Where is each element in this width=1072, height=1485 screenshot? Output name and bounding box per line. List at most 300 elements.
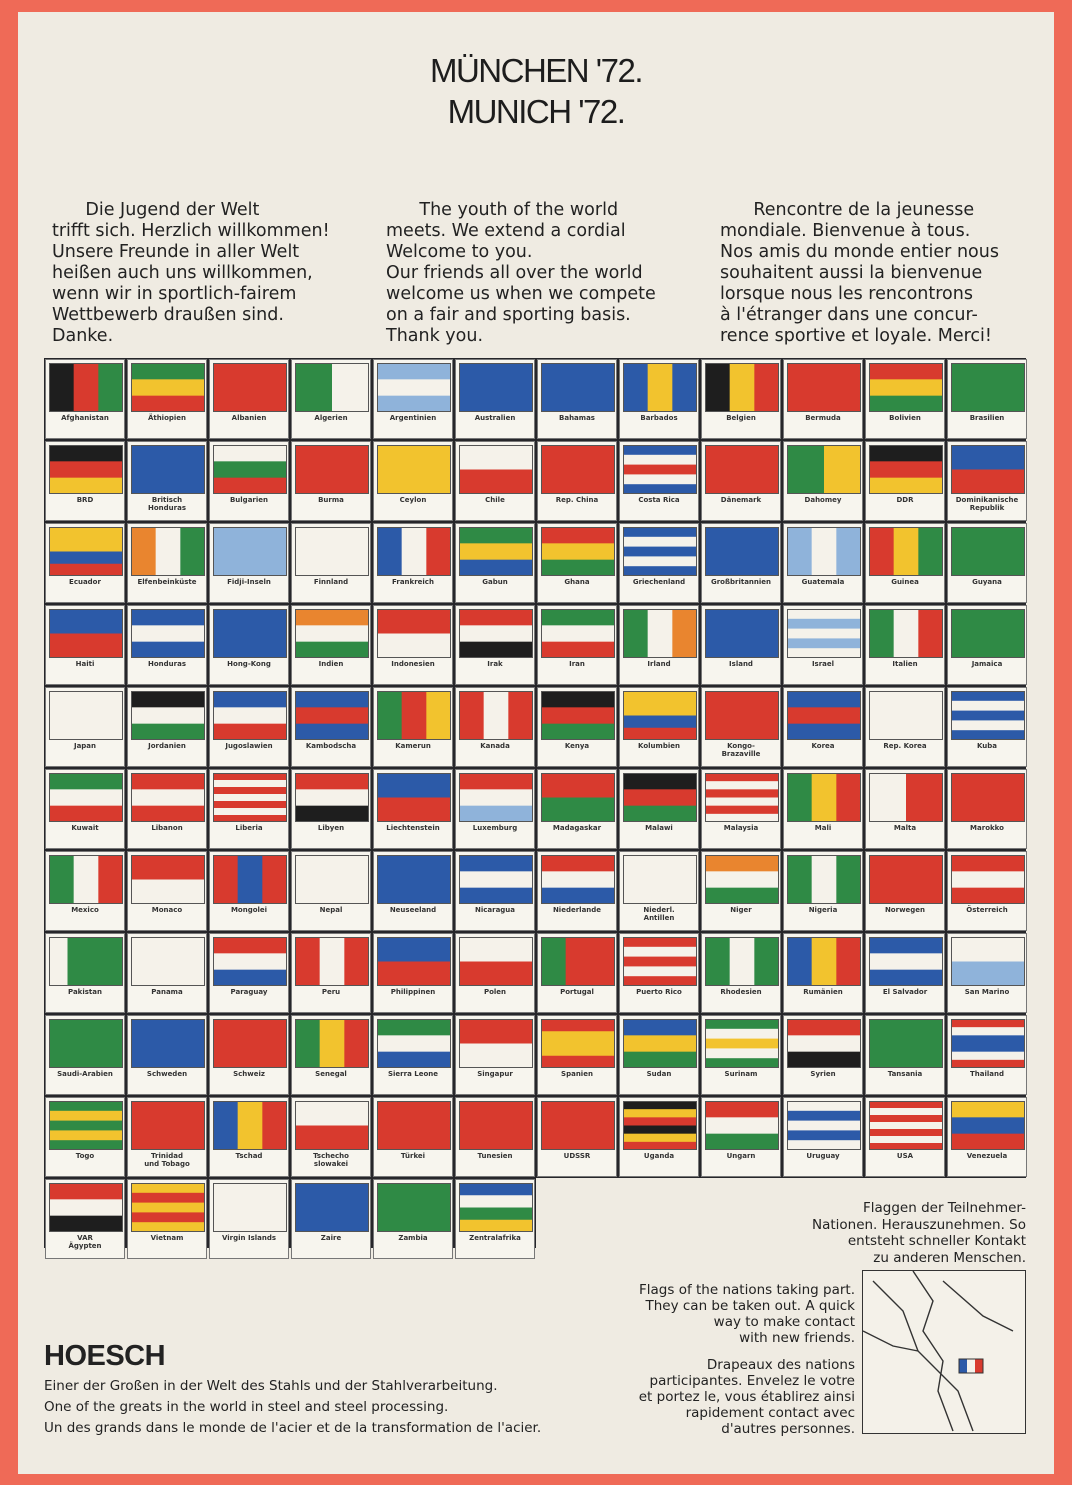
flag-icon xyxy=(459,855,533,904)
flag-card xyxy=(947,851,1027,931)
flag-icon xyxy=(131,691,205,740)
note-english: Flags of the nations taking part. They can be taken out. A quick way to make contact with new friends. xyxy=(639,1282,855,1346)
flag-icon xyxy=(213,609,287,658)
flag-caption: Guyana xyxy=(972,578,1002,586)
flag-card xyxy=(373,687,453,767)
flag-icon xyxy=(49,937,123,986)
flag-caption: Äthiopien xyxy=(147,414,187,422)
flag-caption: Singapur xyxy=(477,1070,513,1078)
flag-caption: Vietnam xyxy=(150,1234,184,1242)
flag-caption: Bermuda xyxy=(805,414,841,422)
flag-card xyxy=(45,605,125,685)
flag-caption: Saudi-Arabien xyxy=(57,1070,113,1078)
flag-icon xyxy=(787,1101,861,1150)
flag-card xyxy=(45,1015,125,1095)
flag-card xyxy=(127,1015,207,1095)
flag-caption: Indonesien xyxy=(391,660,435,668)
flag-icon xyxy=(459,609,533,658)
flag-icon xyxy=(295,1183,369,1232)
flag-caption: Malawi xyxy=(645,824,673,832)
flag-card xyxy=(947,605,1027,685)
flag-icon xyxy=(705,527,779,576)
flag-caption: Dominikanische Republik xyxy=(955,496,1019,512)
flag-caption: Honduras xyxy=(148,660,186,668)
flag-caption: Island xyxy=(729,660,753,668)
flag-icon xyxy=(541,527,615,576)
intro-english: The youth of the world meets. We extend a cordial Welcome to you. Our friends all over the world welcome us when we compete on a fair and sporting basis. Thank you. xyxy=(386,200,656,346)
flag-caption: Tschad xyxy=(235,1152,263,1160)
flag-icon xyxy=(213,855,287,904)
flag-icon xyxy=(49,1019,123,1068)
flag-card xyxy=(127,359,207,439)
flag-caption: Sudan xyxy=(646,1070,672,1078)
flag-caption: Surinam xyxy=(724,1070,758,1078)
flag-card xyxy=(291,359,371,439)
flag-card xyxy=(455,851,535,931)
flag-icon xyxy=(49,773,123,822)
flag-caption: Ceylon xyxy=(399,496,427,504)
tagline-english: One of the greats in the world in steel and steel processing. xyxy=(44,1399,449,1415)
intro-french: Rencontre de la jeunesse mondiale. Bienvenue à tous. Nos amis du monde entier nous souhaitent aussi la bienvenue lorsque nous les rencontrons à l'étranger dans une concur- rence sportive et loyale. Merci! xyxy=(720,200,999,346)
flag-card xyxy=(947,933,1027,1013)
flag-icon xyxy=(377,1183,451,1232)
flag-card xyxy=(865,687,945,767)
flag-caption: Syrien xyxy=(810,1070,836,1078)
flag-card xyxy=(45,1179,125,1259)
flag-card xyxy=(373,1015,453,1095)
flag-card xyxy=(619,605,699,685)
flag-caption: USA xyxy=(896,1152,914,1160)
flag-caption: Irak xyxy=(487,660,503,668)
flag-caption: Gabun xyxy=(482,578,508,586)
flag-grid xyxy=(44,358,1026,1248)
flag-caption: Marokko xyxy=(970,824,1004,832)
flag-icon xyxy=(459,363,533,412)
flag-caption: Rep. Korea xyxy=(883,742,927,750)
flag-icon xyxy=(705,1101,779,1150)
note-french: Drapeaux des nations participantes. Envelez le votre et portez le, vous établirez ainsi rapidement contact avec d'autres personnes. xyxy=(638,1357,855,1437)
flag-caption: Polen xyxy=(483,988,507,996)
flag-card xyxy=(455,687,535,767)
flag-caption: Japan xyxy=(73,742,97,750)
flag-card xyxy=(701,769,781,849)
flag-caption: Togo xyxy=(75,1152,95,1160)
flag-card xyxy=(291,1015,371,1095)
flag-caption: Venezuela xyxy=(966,1152,1008,1160)
flag-icon xyxy=(131,937,205,986)
flag-card xyxy=(701,359,781,439)
flag-icon xyxy=(787,855,861,904)
title-line-1: MÜNCHEN '72. xyxy=(429,52,642,89)
flag-card xyxy=(373,1179,453,1259)
flag-caption: Thailand xyxy=(970,1070,1004,1078)
flag-caption: Italien xyxy=(892,660,918,668)
flag-caption: Kolumbien xyxy=(638,742,680,750)
flag-icon xyxy=(869,773,943,822)
flag-icon xyxy=(49,527,123,576)
flag-caption: Mongolei xyxy=(230,906,268,914)
flag-card xyxy=(127,441,207,521)
flag-icon xyxy=(541,1019,615,1068)
flag-caption: Pakistan xyxy=(68,988,102,996)
flag-caption: San Marino xyxy=(964,988,1010,996)
note-german: Flaggen der Teilnehmer- Nationen. Herauszunehmen. So entsteht schneller Kontakt zu anderen Menschen. xyxy=(811,1200,1026,1266)
flag-icon xyxy=(869,691,943,740)
flag-caption: Zentralafrika xyxy=(469,1234,521,1242)
flag-icon xyxy=(869,609,943,658)
map-illustration-icon xyxy=(862,1270,1026,1434)
flag-card xyxy=(865,1097,945,1177)
flag-caption: Luxemburg xyxy=(472,824,518,832)
flag-icon xyxy=(705,691,779,740)
flag-caption: Portugal xyxy=(560,988,594,996)
flag-icon xyxy=(131,1019,205,1068)
flag-caption: Nicaragua xyxy=(474,906,516,914)
flag-caption: Libyen xyxy=(317,824,345,832)
flag-icon xyxy=(377,1019,451,1068)
flag-card xyxy=(701,687,781,767)
flag-icon xyxy=(951,1019,1025,1068)
flag-icon xyxy=(705,445,779,494)
title-line-2: MUNICH '72. xyxy=(447,93,625,130)
flag-icon xyxy=(541,609,615,658)
flag-card xyxy=(291,933,371,1013)
flag-card xyxy=(455,1179,535,1259)
flag-caption: UDSSR xyxy=(563,1152,591,1160)
flag-icon xyxy=(787,363,861,412)
flag-card xyxy=(783,687,863,767)
flag-caption: Mali xyxy=(814,824,832,832)
flag-card xyxy=(783,1015,863,1095)
flag-caption: Peru xyxy=(321,988,341,996)
flag-icon xyxy=(541,855,615,904)
flag-caption: Australien xyxy=(474,414,516,422)
flag-icon xyxy=(49,363,123,412)
flag-card xyxy=(537,851,617,931)
flag-caption: Rumänien xyxy=(803,988,843,996)
flag-icon xyxy=(459,445,533,494)
flag-caption: Schweden xyxy=(146,1070,188,1078)
flag-card xyxy=(619,1097,699,1177)
flag-caption: Schweiz xyxy=(233,1070,265,1078)
flag-card xyxy=(701,933,781,1013)
flag-caption: Spanien xyxy=(561,1070,593,1078)
flag-card xyxy=(455,933,535,1013)
flag-caption: Malta xyxy=(893,824,917,832)
flag-caption: Norwegen xyxy=(884,906,926,914)
flag-icon xyxy=(377,609,451,658)
flag-icon xyxy=(951,527,1025,576)
flag-icon xyxy=(541,937,615,986)
flag-card xyxy=(291,769,371,849)
flag-card xyxy=(619,441,699,521)
flag-card xyxy=(537,1097,617,1177)
flag-card xyxy=(209,359,289,439)
flag-caption: Barbados xyxy=(640,414,678,422)
flag-icon xyxy=(49,609,123,658)
flag-card xyxy=(783,605,863,685)
flag-card xyxy=(783,769,863,849)
flag-icon xyxy=(377,855,451,904)
flag-icon xyxy=(459,1183,533,1232)
flag-card xyxy=(127,769,207,849)
flag-card xyxy=(127,1097,207,1177)
flag-icon xyxy=(131,1183,205,1232)
flag-caption: Dahomey xyxy=(804,496,842,504)
flag-card xyxy=(619,769,699,849)
flag-card xyxy=(373,523,453,603)
flag-icon xyxy=(213,527,287,576)
flag-caption: Griechenland xyxy=(632,578,686,586)
flag-card xyxy=(373,851,453,931)
flag-icon xyxy=(49,445,123,494)
flag-card xyxy=(373,1097,453,1177)
flag-icon xyxy=(131,445,205,494)
flag-caption: VAR Ägypten xyxy=(68,1234,102,1250)
flag-icon xyxy=(377,773,451,822)
flag-caption: Uganda xyxy=(643,1152,675,1160)
flag-caption: Kongo- Brazaville xyxy=(721,742,761,758)
flag-icon xyxy=(623,1101,697,1150)
flag-card xyxy=(45,933,125,1013)
flag-card xyxy=(209,1179,289,1259)
flag-icon xyxy=(459,1101,533,1150)
flag-card xyxy=(701,1097,781,1177)
flag-card xyxy=(865,523,945,603)
flag-caption: Senegal xyxy=(315,1070,347,1078)
flag-card xyxy=(865,359,945,439)
flag-icon xyxy=(213,773,287,822)
flag-card xyxy=(537,441,617,521)
flag-icon xyxy=(705,363,779,412)
flag-icon xyxy=(131,1101,205,1150)
flag-icon xyxy=(869,937,943,986)
flag-icon xyxy=(295,363,369,412)
flag-card xyxy=(45,523,125,603)
flag-caption: BRD xyxy=(76,496,94,504)
flag-icon xyxy=(295,691,369,740)
flag-caption: Israel xyxy=(811,660,835,668)
flag-card xyxy=(865,851,945,931)
flag-icon xyxy=(213,363,287,412)
flag-card xyxy=(537,605,617,685)
flag-card xyxy=(865,605,945,685)
flag-icon xyxy=(623,527,697,576)
flag-icon xyxy=(295,1019,369,1068)
flag-card xyxy=(127,1179,207,1259)
flag-icon xyxy=(377,937,451,986)
flag-card xyxy=(947,359,1027,439)
flag-icon xyxy=(459,773,533,822)
flag-icon xyxy=(951,691,1025,740)
flag-caption: Indien xyxy=(318,660,344,668)
flag-card xyxy=(783,523,863,603)
flag-card xyxy=(209,605,289,685)
flag-card xyxy=(947,687,1027,767)
flag-card xyxy=(373,605,453,685)
flag-caption: Nepal xyxy=(319,906,343,914)
flag-card xyxy=(373,933,453,1013)
flag-card xyxy=(701,523,781,603)
flag-icon xyxy=(131,527,205,576)
flag-card xyxy=(209,441,289,521)
flag-icon xyxy=(295,773,369,822)
flag-caption: Frankreich xyxy=(392,578,434,586)
flag-caption: Jugoslawien xyxy=(225,742,273,750)
flag-caption: Guatemala xyxy=(801,578,845,586)
flag-icon xyxy=(459,1019,533,1068)
flag-caption: Albanien xyxy=(231,414,267,422)
flag-caption: Korea xyxy=(811,742,835,750)
flag-caption: Argentinien xyxy=(389,414,437,422)
flag-icon xyxy=(951,855,1025,904)
flag-card xyxy=(291,605,371,685)
flag-icon xyxy=(623,445,697,494)
flag-icon xyxy=(869,445,943,494)
flag-icon xyxy=(459,527,533,576)
flag-icon xyxy=(49,1183,123,1232)
flag-icon xyxy=(951,609,1025,658)
flag-card xyxy=(701,605,781,685)
flag-caption: Finnland xyxy=(313,578,349,586)
flag-icon xyxy=(49,1101,123,1150)
flag-icon xyxy=(213,1101,287,1150)
flag-caption: Kenya xyxy=(564,742,590,750)
flag-caption: Liberia xyxy=(235,824,263,832)
flag-icon xyxy=(213,691,287,740)
flag-icon xyxy=(49,855,123,904)
flag-icon xyxy=(787,445,861,494)
flag-card xyxy=(45,1097,125,1177)
flag-icon xyxy=(377,1101,451,1150)
flag-card xyxy=(455,359,535,439)
flag-card xyxy=(619,359,699,439)
flag-caption: Costa Rica xyxy=(638,496,680,504)
flag-icon xyxy=(295,527,369,576)
flag-icon xyxy=(623,691,697,740)
flag-caption: Sierra Leone xyxy=(387,1070,438,1078)
flag-caption: Zambia xyxy=(398,1234,428,1242)
flag-icon xyxy=(869,1101,943,1150)
flag-icon xyxy=(377,363,451,412)
flag-caption: Niederl. Antillen xyxy=(643,906,675,922)
flag-caption: Iran xyxy=(569,660,585,668)
flag-caption: Panama xyxy=(151,988,183,996)
flag-icon xyxy=(951,363,1025,412)
flag-card xyxy=(537,1015,617,1095)
flag-caption: Jordanien xyxy=(148,742,186,750)
flag-icon xyxy=(705,937,779,986)
flag-caption: Brasilien xyxy=(969,414,1005,422)
flag-card xyxy=(209,523,289,603)
flag-icon xyxy=(951,937,1025,986)
flag-card xyxy=(127,687,207,767)
flag-card xyxy=(455,605,535,685)
flag-caption: Jamaica xyxy=(971,660,1003,668)
flag-caption: Kambodscha xyxy=(305,742,357,750)
flag-card xyxy=(45,851,125,931)
flag-icon xyxy=(541,445,615,494)
flag-caption: Haiti xyxy=(75,660,95,668)
flag-icon xyxy=(541,691,615,740)
flag-caption: Britisch Honduras xyxy=(148,496,186,512)
flag-icon xyxy=(541,1101,615,1150)
flag-caption: Kamerun xyxy=(395,742,431,750)
flag-caption: Dänemark xyxy=(720,496,762,504)
flag-card xyxy=(291,1179,371,1259)
flag-caption: Burma xyxy=(318,496,344,504)
flag-caption: Hong-Kong xyxy=(227,660,271,668)
flag-card xyxy=(701,441,781,521)
flag-icon xyxy=(705,855,779,904)
flag-caption: Ungarn xyxy=(726,1152,756,1160)
flag-caption: Tansania xyxy=(887,1070,923,1078)
flag-icon xyxy=(131,609,205,658)
flag-caption: Puerto Rico xyxy=(636,988,682,996)
flag-icon xyxy=(295,855,369,904)
flag-card xyxy=(537,933,617,1013)
flag-caption: Elfenbeinküste xyxy=(137,578,197,586)
flag-icon xyxy=(623,1019,697,1068)
flag-caption: Zaire xyxy=(320,1234,342,1242)
flag-caption: Madagaskar xyxy=(552,824,602,832)
flag-card xyxy=(619,933,699,1013)
flag-card xyxy=(291,441,371,521)
flag-card xyxy=(619,687,699,767)
flag-card xyxy=(701,1015,781,1095)
flag-card xyxy=(947,523,1027,603)
flag-card xyxy=(619,523,699,603)
flag-icon xyxy=(377,691,451,740)
flag-caption: Liechtenstein xyxy=(386,824,440,832)
flag-icon xyxy=(213,445,287,494)
flag-card xyxy=(537,769,617,849)
flag-icon xyxy=(623,363,697,412)
flag-caption: Chile xyxy=(485,496,505,504)
flag-card xyxy=(45,441,125,521)
flag-caption: Philippinen xyxy=(390,988,436,996)
flag-icon xyxy=(131,855,205,904)
flag-icon xyxy=(295,609,369,658)
flag-card xyxy=(865,1015,945,1095)
flag-icon xyxy=(787,937,861,986)
flag-caption: Tunesien xyxy=(477,1152,513,1160)
flag-caption: Bulgarien xyxy=(229,496,269,504)
flag-icon xyxy=(541,363,615,412)
flag-card xyxy=(537,359,617,439)
flag-icon xyxy=(213,937,287,986)
flag-card xyxy=(865,769,945,849)
flag-card xyxy=(127,605,207,685)
flag-icon xyxy=(623,855,697,904)
flag-caption: Irland xyxy=(647,660,671,668)
flag-card xyxy=(455,1097,535,1177)
flag-caption: Afghanistan xyxy=(61,414,109,422)
flag-card xyxy=(455,769,535,849)
flag-icon xyxy=(787,609,861,658)
flag-icon xyxy=(459,691,533,740)
flag-icon xyxy=(295,937,369,986)
flag-caption: Mexico xyxy=(71,906,99,914)
flag-card xyxy=(947,769,1027,849)
flag-card xyxy=(537,523,617,603)
pin-flag-icon xyxy=(959,1359,983,1373)
flag-card xyxy=(373,769,453,849)
flag-icon xyxy=(951,773,1025,822)
flag-card xyxy=(127,851,207,931)
flag-card xyxy=(537,687,617,767)
flag-caption: Bolivien xyxy=(889,414,921,422)
